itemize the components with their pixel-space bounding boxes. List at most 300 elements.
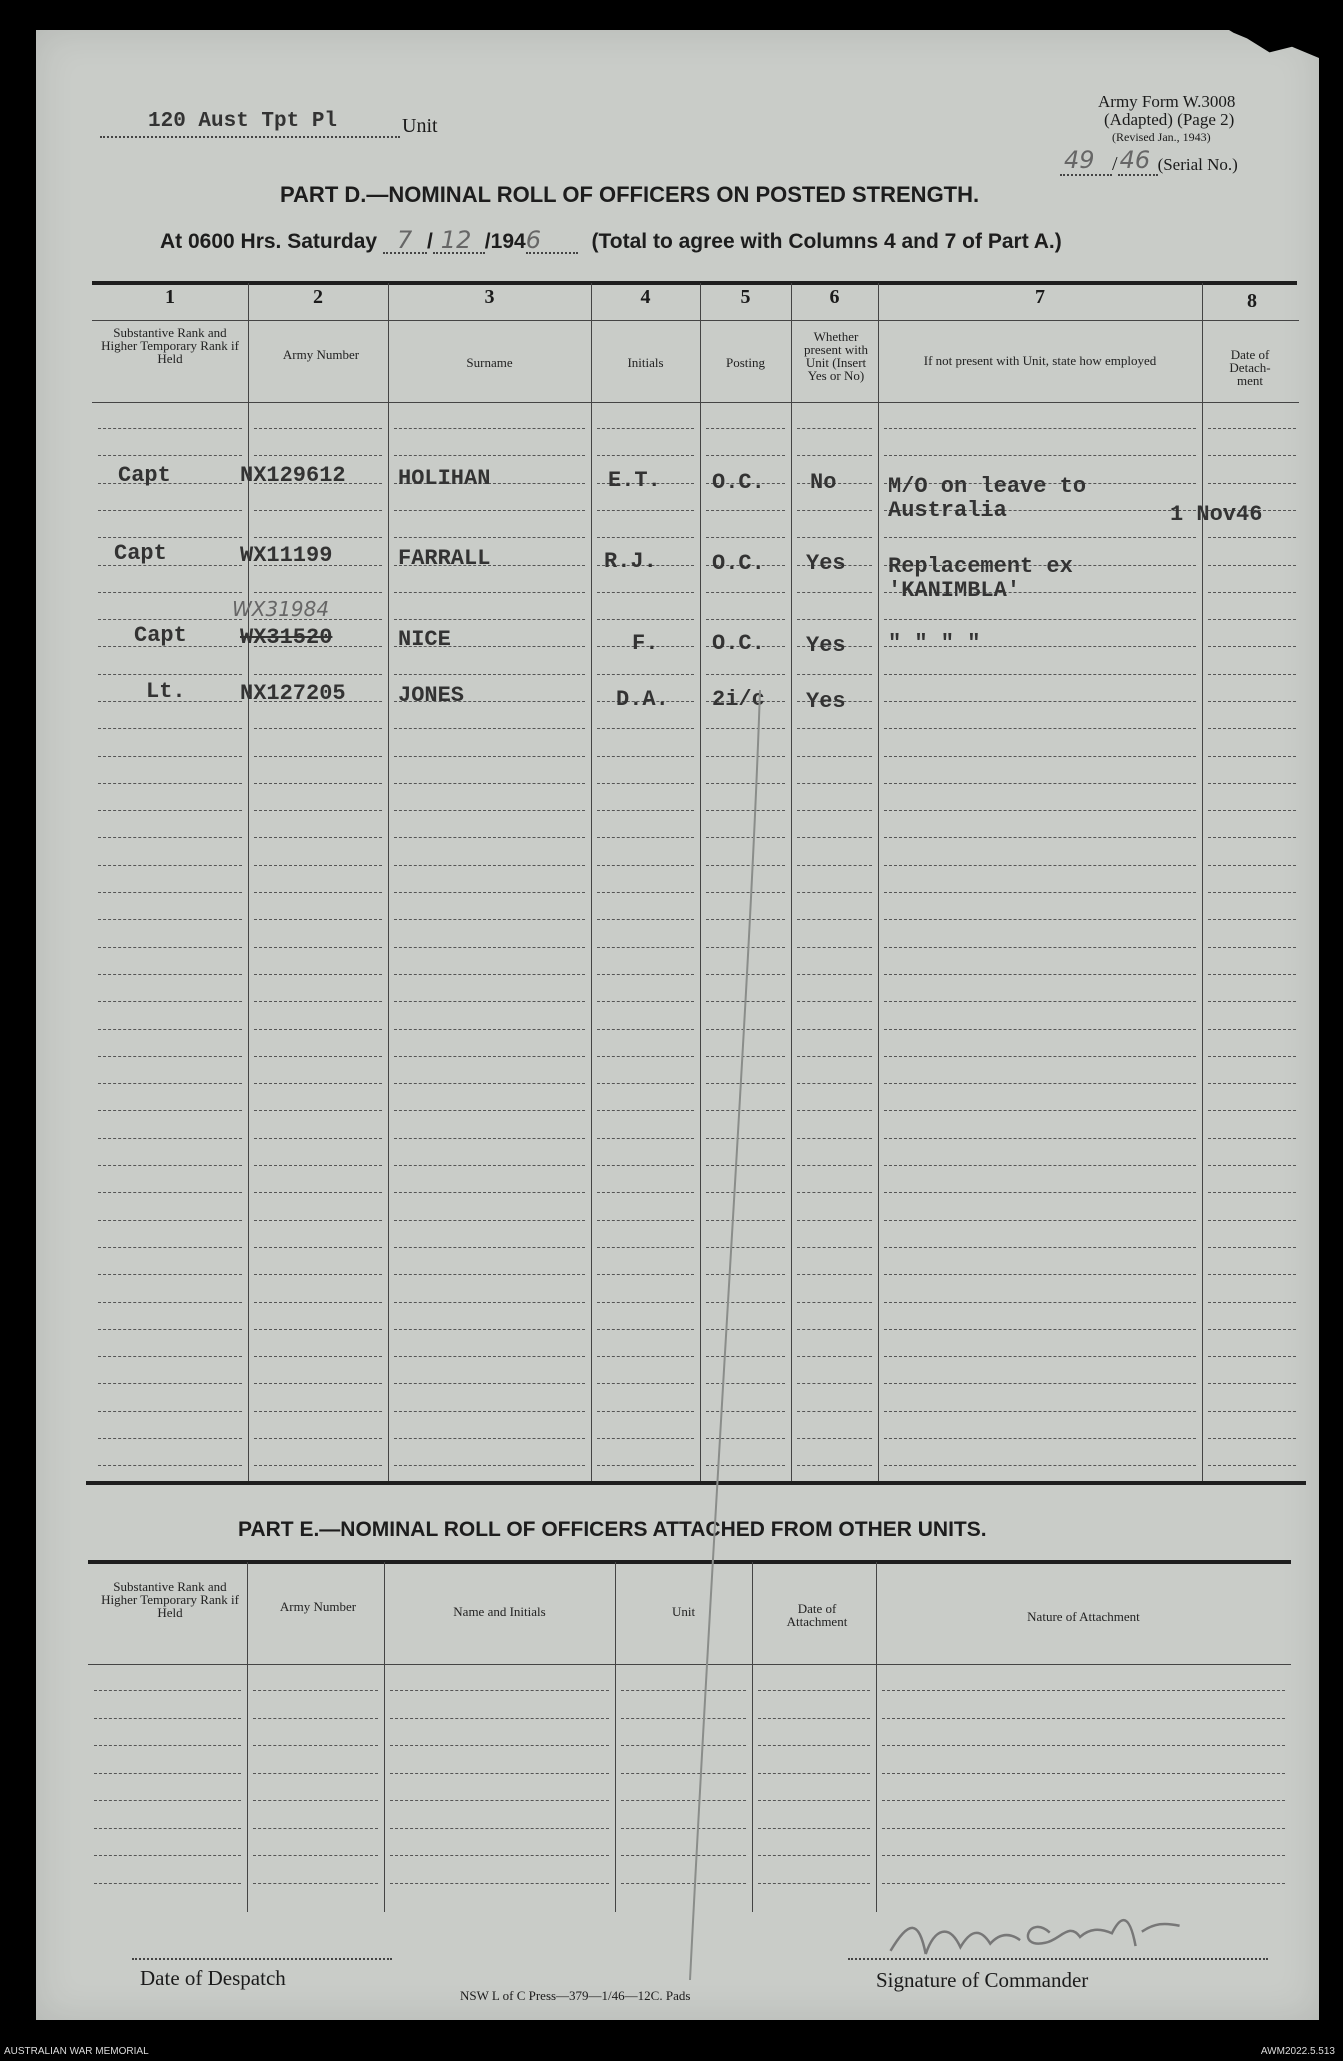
serial-line: 49 / 46 (Serial No.): [1060, 152, 1238, 176]
col-num-5: 5: [740, 286, 751, 308]
ruled-line: [394, 1465, 585, 1466]
ruled-line: [884, 1356, 1196, 1357]
row2-initials: R.J.: [604, 549, 657, 574]
ruled-line: [98, 892, 242, 893]
ruled-line: [254, 1192, 382, 1193]
ruled-line: [98, 837, 242, 838]
row2-army-number: WX11199: [240, 543, 333, 568]
ruled-line: [797, 837, 872, 838]
ruled-line: [597, 592, 694, 593]
ruled-line: [1208, 1138, 1296, 1139]
ruled-line: [1208, 1029, 1296, 1030]
ruled-line: [884, 1138, 1196, 1139]
ruled-line: [597, 455, 694, 456]
ruled-line: [797, 865, 872, 866]
part-e-title: PART E.—NOMINAL ROLL OF OFFICERS ATTACHED FROM OTHER UNITS.: [238, 1518, 987, 1541]
ruled-line: [254, 919, 382, 920]
ruled-line: [1208, 1274, 1296, 1275]
ruled-line: [98, 1138, 242, 1139]
ruled-line: [758, 1800, 870, 1801]
unit-line: [100, 110, 438, 138]
col-header-rank: Substantive Rank and Higher Temporary Rank if Held: [101, 325, 239, 366]
ruled-line: [1208, 646, 1296, 647]
ruled-line: [98, 1356, 242, 1357]
ruled-line: [394, 537, 585, 538]
ruled-line: [394, 428, 585, 429]
row1-date: 1 Nov46: [1170, 502, 1263, 527]
ruled-line: [254, 756, 382, 757]
ruled-line: [390, 1800, 609, 1801]
ruled-line: [394, 510, 585, 511]
col-num-2: 2: [313, 286, 323, 308]
row3-employed: " " " ": [888, 631, 981, 656]
ruled-line: [98, 865, 242, 866]
ruled-line: [884, 974, 1196, 975]
ruled-line: [797, 1356, 872, 1357]
ruled-line: [797, 1029, 872, 1030]
col-header-initials: Initials: [627, 355, 664, 370]
ruled-line: [884, 837, 1196, 838]
ruled-line: [1208, 592, 1296, 593]
ruled-line: [254, 1329, 382, 1330]
date-month: 12: [440, 226, 472, 254]
ruled-line: [98, 783, 242, 784]
ruled-line: [797, 1165, 872, 1166]
ruled-line: [394, 619, 585, 620]
col-num-8: 8: [1247, 290, 1257, 312]
ruled-line: [1208, 1220, 1296, 1221]
ruled-line: [884, 1329, 1196, 1330]
ruled-line: [882, 1855, 1285, 1856]
row4-posting: 2i/c: [712, 687, 765, 712]
ruled-line: [797, 756, 872, 757]
ruled-line: [94, 1745, 241, 1746]
ruled-line: [98, 1274, 242, 1275]
signature-label: Signature of Commander: [876, 1968, 1089, 1992]
ruled-line: [98, 455, 242, 456]
col-num-4: 4: [640, 286, 651, 308]
ruled-line: [254, 510, 382, 511]
ruled-line: [884, 783, 1196, 784]
row3-present: Yes: [806, 633, 846, 658]
ruled-line: [394, 1110, 585, 1111]
ruled-line: [254, 728, 382, 729]
row1-employed-cont: Australia: [888, 498, 1007, 523]
ruled-line: [254, 1411, 382, 1412]
ruled-line: [797, 947, 872, 948]
ruled-line: [884, 1411, 1196, 1412]
date-day: 7: [396, 226, 413, 254]
footer-left: AUSTRALIAN WAR MEMORIAL: [4, 2046, 149, 2057]
ruled-line: [797, 1110, 872, 1111]
ruled-line: [253, 1745, 378, 1746]
ruled-line: [98, 1165, 242, 1166]
ruled-line: [394, 1165, 585, 1166]
ruled-line: [884, 1383, 1196, 1384]
ruled-line: [390, 1855, 609, 1856]
ruled-line: [254, 947, 382, 948]
ruled-line: [98, 919, 242, 920]
row2-employed-cont: 'KANIMBLA': [888, 578, 1021, 603]
col-num-7: 7: [1035, 286, 1045, 308]
ruled-line: [1208, 1329, 1296, 1330]
ruled-line: [1208, 1083, 1296, 1084]
ruled-line: [884, 865, 1196, 866]
ruled-line: [254, 1056, 382, 1057]
ruled-line: [797, 1138, 872, 1139]
ruled-line: [394, 1083, 585, 1084]
ruled-line: [797, 537, 872, 538]
ruled-line: [94, 1800, 241, 1801]
printer-imprint: NSW L of C Press—379—1/46—12C. Pads: [460, 1988, 691, 2003]
ruled-line: [98, 810, 242, 811]
ruled-line: [1208, 701, 1296, 702]
ruled-line: [254, 1465, 382, 1466]
ruled-line: [253, 1773, 378, 1774]
e-col-header-unit: Unit: [671, 1604, 696, 1619]
ruled-line: [98, 728, 242, 729]
ruled-line: [1208, 565, 1296, 566]
ruled-line: [797, 1329, 872, 1330]
ruled-line: [98, 1465, 242, 1466]
ruled-line: [390, 1718, 609, 1719]
ruled-line: [1208, 1001, 1296, 1002]
ruled-line: [394, 1274, 585, 1275]
ruled-line: [254, 1383, 382, 1384]
ruled-line: [394, 592, 585, 593]
ruled-line: [758, 1745, 870, 1746]
ruled-line: [884, 1274, 1196, 1275]
ruled-line: [98, 1083, 242, 1084]
ruled-line: [597, 510, 694, 511]
ruled-line: [254, 1138, 382, 1139]
part-d-title: PART D.—NOMINAL ROLL OF OFFICERS ON POSTED STRENGTH.: [280, 182, 980, 207]
row2-posting: O.C.: [712, 551, 765, 576]
ruled-line: [94, 1883, 241, 1884]
ruled-line: [884, 1083, 1196, 1084]
ruled-line: [1208, 919, 1296, 920]
ruled-line: [797, 510, 872, 511]
ruled-line: [1208, 1110, 1296, 1111]
ruled-line: [394, 783, 585, 784]
ruled-line: [884, 537, 1196, 538]
ruled-line: [884, 728, 1196, 729]
ruled-line: [254, 892, 382, 893]
ruled-line: [1208, 428, 1296, 429]
footer-right: AWM2022.5.513: [1260, 2046, 1335, 2057]
ruled-line: [1208, 674, 1296, 675]
ruled-line: [884, 810, 1196, 811]
ruled-line: [758, 1828, 870, 1829]
ruled-line: [797, 919, 872, 920]
ruled-line: [98, 537, 242, 538]
ruled-line: [98, 1411, 242, 1412]
row4-present: Yes: [806, 689, 846, 714]
ruled-line: [94, 1855, 241, 1856]
ruled-line: [98, 1438, 242, 1439]
ruled-line: [254, 1110, 382, 1111]
ruled-line: [797, 892, 872, 893]
ruled-line: [797, 1274, 872, 1275]
serial-number: 49: [1064, 146, 1095, 174]
ruled-line: [1208, 1247, 1296, 1248]
ruled-line: [1208, 1056, 1296, 1057]
ruled-line: [98, 1029, 242, 1030]
ruled-line: [884, 1192, 1196, 1193]
ruled-line: [394, 1056, 585, 1057]
ruled-line: [254, 674, 382, 675]
ruled-line: [394, 1029, 585, 1030]
ruled-line: [706, 674, 785, 675]
ruled-line: [1208, 619, 1296, 620]
row1-initials: E.T.: [608, 468, 661, 493]
e-col-header-date-attachment: Date of Attachment: [786, 1601, 848, 1629]
ruled-line: [797, 1192, 872, 1193]
unit-value: 120 Aust Tpt Pl: [148, 110, 338, 133]
ruled-line: [797, 428, 872, 429]
ruled-line: [1208, 483, 1296, 484]
row1-employed: M/O on leave to: [888, 474, 1087, 499]
ruled-line: [884, 919, 1196, 920]
ruled-line: [254, 428, 382, 429]
date-year-printed: 194: [490, 230, 526, 253]
ruled-line: [94, 1773, 241, 1774]
ruled-line: [98, 510, 242, 511]
ruled-line: [390, 1828, 609, 1829]
ruled-line: [882, 1745, 1285, 1746]
ruled-line: [797, 1220, 872, 1221]
e-col-header-nature: Nature of Attachment: [1027, 1609, 1140, 1624]
ruled-line: [253, 1800, 378, 1801]
ruled-line: [394, 1329, 585, 1330]
ruled-line: [797, 674, 872, 675]
row3-posting: O.C.: [712, 631, 765, 656]
ruled-line: [1208, 756, 1296, 757]
ruled-line: [797, 1465, 872, 1466]
ruled-line: [253, 1855, 378, 1856]
ruled-line: [98, 428, 242, 429]
ruled-line: [394, 810, 585, 811]
ruled-line: [884, 428, 1196, 429]
ruled-line: [884, 674, 1196, 675]
row4-rank: Lt.: [146, 679, 186, 704]
unit-label: Unit: [402, 115, 438, 137]
total-note: (Total to agree with Columns 4 and 7 of Part A.): [591, 230, 1062, 253]
ruled-line: [394, 837, 585, 838]
ruled-line: [597, 428, 694, 429]
ruled-line: [884, 1247, 1196, 1248]
ruled-line: [884, 892, 1196, 893]
ruled-line: [254, 1165, 382, 1166]
ruled-line: [94, 1718, 241, 1719]
ruled-line: [1208, 1465, 1296, 1466]
ruled-line: [394, 892, 585, 893]
ruled-line: [797, 810, 872, 811]
date-year-digit: 6: [525, 226, 541, 254]
ruled-line: [394, 1356, 585, 1357]
row4-initials: D.A.: [616, 687, 669, 712]
row2-rank: Capt: [114, 541, 167, 566]
ruled-line: [597, 537, 694, 538]
ruled-line: [797, 455, 872, 456]
ruled-line: [98, 1302, 242, 1303]
ruled-line: [98, 1220, 242, 1221]
ruled-line: [254, 1302, 382, 1303]
row3-initials: F.: [632, 631, 659, 656]
ruled-line: [394, 674, 585, 675]
form-id-line3: (Revised Jan., 1943): [1112, 130, 1211, 144]
col-num-1: 1: [165, 286, 175, 308]
ruled-line: [1208, 1383, 1296, 1384]
ruled-line: [394, 947, 585, 948]
ruled-line: [884, 756, 1196, 757]
ruled-line: [797, 1001, 872, 1002]
ruled-line: [1208, 1192, 1296, 1193]
ruled-line: [254, 1001, 382, 1002]
form-id-line1: Army Form W.3008: [1098, 92, 1236, 111]
ruled-line: [254, 783, 382, 784]
ruled-line: [797, 728, 872, 729]
ruled-line: [98, 947, 242, 948]
ruled-line: [758, 1855, 870, 1856]
ruled-line: [394, 1383, 585, 1384]
ruled-line: [797, 1383, 872, 1384]
ruled-line: [394, 1220, 585, 1221]
ruled-line: [758, 1773, 870, 1774]
ruled-line: [884, 1110, 1196, 1111]
ruled-line: [390, 1745, 609, 1746]
ruled-line: [254, 1220, 382, 1221]
col-num-3: 3: [484, 286, 495, 308]
ruled-line: [98, 674, 242, 675]
ruled-line: [394, 1138, 585, 1139]
ruled-line: [1208, 728, 1296, 729]
date-of-despatch-label: Date of Despatch: [140, 1966, 286, 1990]
ruled-line: [797, 1302, 872, 1303]
ruled-line: [394, 728, 585, 729]
ruled-line: [98, 1247, 242, 1248]
row1-posting: O.C.: [712, 470, 765, 495]
ruled-line: [254, 1356, 382, 1357]
ruled-line: [884, 1029, 1196, 1030]
col-header-present: Whether present with Unit (Insert Yes or No): [804, 329, 868, 383]
ruled-line: [884, 1220, 1196, 1221]
ruled-line: [797, 592, 872, 593]
ruled-line: [882, 1800, 1285, 1801]
ruled-line: [98, 974, 242, 975]
ruled-line: [1208, 1438, 1296, 1439]
ruled-line: [394, 1438, 585, 1439]
ruled-line: [1208, 1165, 1296, 1166]
ruled-line: [254, 1274, 382, 1275]
e-col-header-name: Name and Initials: [453, 1604, 546, 1619]
ruled-line: [882, 1690, 1285, 1691]
ruled-line: [1208, 455, 1296, 456]
ruled-line: [706, 537, 785, 538]
ruled-line: [94, 1828, 241, 1829]
ruled-line: [394, 1411, 585, 1412]
row1-surname: HOLIHAN: [398, 466, 491, 491]
ruled-line: [884, 701, 1196, 702]
row4-army-number: NX127205: [240, 681, 346, 706]
ruled-line: [254, 974, 382, 975]
ruled-line: [394, 1302, 585, 1303]
form-id-line2: (Adapted) (Page 2): [1104, 110, 1235, 129]
serial-label: (Serial No.): [1157, 155, 1238, 174]
col-header-posting: Posting: [725, 355, 765, 370]
ruled-line: [254, 1247, 382, 1248]
row3-army-number-correction: WX31984: [232, 597, 330, 621]
ruled-line: [394, 1192, 585, 1193]
pencil-mark: [680, 690, 770, 1990]
ruled-line: [394, 974, 585, 975]
ruled-line: [884, 1056, 1196, 1057]
ruled-line: [253, 1883, 378, 1884]
ruled-line: [254, 455, 382, 456]
ruled-line: [394, 865, 585, 866]
ruled-line: [797, 1411, 872, 1412]
ruled-line: [797, 619, 872, 620]
ruled-line: [98, 592, 242, 593]
ruled-line: [884, 1465, 1196, 1466]
row2-present: Yes: [806, 551, 846, 576]
ruled-line: [94, 1690, 241, 1691]
ruled-line: [706, 592, 785, 593]
ruled-line: [882, 1718, 1285, 1719]
row4-surname: JONES: [398, 683, 465, 708]
ruled-line: [254, 592, 382, 593]
col-header-employed: If not present with Unit, state how employed: [923, 353, 1157, 368]
ruled-line: [1208, 1302, 1296, 1303]
ruled-line: [98, 1001, 242, 1002]
ruled-line: [390, 1883, 609, 1884]
ruled-line: [597, 674, 694, 675]
ruled-line: [758, 1718, 870, 1719]
ruled-line: [706, 510, 785, 511]
ruled-line: [1208, 865, 1296, 866]
part-d-date-line: At 0600 Hrs. Saturday 7 / 12 /194 6 (Total to agree with Columns 4 and 7 of Part A.): [160, 226, 1062, 254]
ruled-line: [253, 1718, 378, 1719]
ruled-line: [797, 783, 872, 784]
ruled-line: [706, 619, 785, 620]
ruled-line: [884, 1001, 1196, 1002]
ruled-line: [884, 455, 1196, 456]
ruled-line: [706, 455, 785, 456]
ruled-line: [1208, 892, 1296, 893]
row2-surname: FARRALL: [398, 546, 491, 571]
ruled-line: [98, 1383, 242, 1384]
e-col-header-rank: Substantive Rank and Higher Temporary Rank if Held: [101, 1579, 239, 1620]
ruled-line: [1208, 1411, 1296, 1412]
col-header-army-number: Army Number: [282, 347, 360, 362]
ruled-line: [394, 919, 585, 920]
ruled-line: [1208, 1356, 1296, 1357]
ruled-line: [884, 1438, 1196, 1439]
ruled-line: [394, 1001, 585, 1002]
row1-present: No: [810, 470, 837, 495]
ruled-line: [98, 1056, 242, 1057]
ruled-line: [394, 1247, 585, 1248]
col-header-surname: Surname: [466, 355, 513, 370]
ruled-line: [706, 428, 785, 429]
footer-band: [0, 2028, 1343, 2061]
at-prefix: At 0600 Hrs. Saturday: [160, 230, 378, 253]
ruled-line: [884, 947, 1196, 948]
ruled-line: [758, 1690, 870, 1691]
ruled-line: [1208, 837, 1296, 838]
ruled-line: [797, 1083, 872, 1084]
ruled-line: [882, 1828, 1285, 1829]
